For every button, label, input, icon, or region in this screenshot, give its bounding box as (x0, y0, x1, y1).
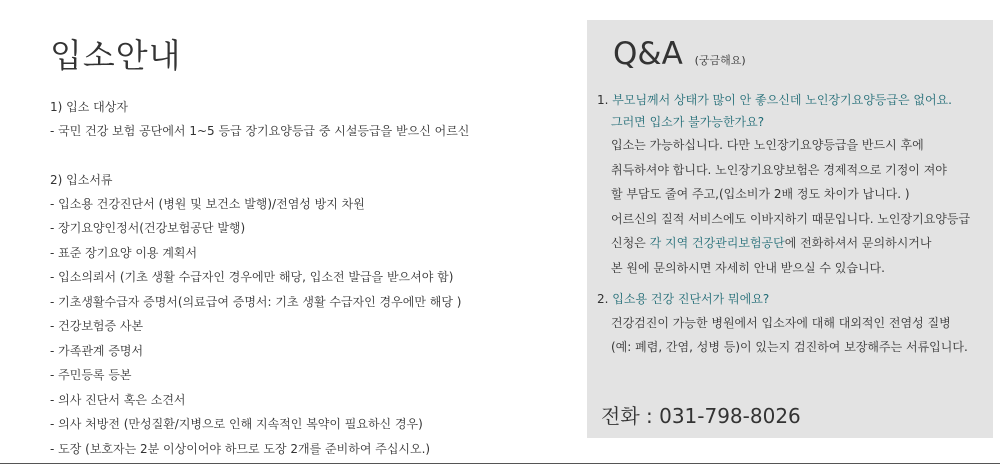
question-1 (597, 90, 992, 112)
answer-line: 할 부담도 줄여 주고,(입소비가 2배 정도 차이가 납니다. ) (611, 187, 910, 201)
answer-line: 취득하셔야 합니다. 노인장기요양보험은 경제적으로 기정이 져야 (611, 162, 947, 177)
question-2 (597, 289, 992, 311)
question-text: 부모님께서 상태가 많이 안 좋으신데 노인장기요양등급은 없어요. (612, 93, 952, 107)
answer-line: 입소는 가능하십니다. 다만 노인장기요양등급을 반드시 후에 (611, 138, 924, 152)
answer-line: (예: 폐렴, 간염, 성병 등)이 있는지 검진하여 보장해주는 서류입니다. (611, 340, 968, 354)
qa-title-text: Q&A (613, 36, 683, 72)
bottom-divider (0, 463, 1000, 464)
list-item: - 건강보험증 사본 (50, 319, 144, 333)
list-item: - 장기요양인정서(건강보험공단 발행) (50, 221, 246, 235)
list-item: - 국민 건강 보험 공단에서 1~5 등급 장기요양등급 중 시설등급을 받으신 어르신 (50, 124, 470, 138)
answer-line: 건강검진이 가능한 병원에서 입소자에 대해 대외적인 전염성 질병 (611, 315, 951, 330)
admission-info-column (50, 30, 570, 461)
question-number: 2. (597, 292, 609, 306)
question-number: 1. (597, 93, 609, 107)
spacer (597, 280, 992, 289)
qa-subtitle: (궁금해요) (694, 54, 746, 67)
highlight-text: 각 지역 건강관리보험공단 (649, 236, 785, 250)
qa-title (613, 36, 746, 72)
answer-line: 본 원에 문의하시면 자세히 안내 받으실 수 있습니다. (611, 260, 885, 275)
list-item: - 도장 (보호자는 2분 이상이어야 하므로 도장 2개를 준비하여 주십시오.) (50, 441, 431, 456)
answer-line: 어르신의 질적 서비스에도 이바지하기 때문입니다. 노인장기요양등급 (611, 211, 971, 226)
list-item: - 표준 장기요양 이용 계획서 (50, 245, 198, 260)
list-item: - 기초생활수급자 증명서(의료급여 증명서: 기초 생활 수급자인 경우에만 해당 ) (50, 294, 462, 309)
list-item: - 의사 진단서 혹은 소견서 (50, 392, 186, 407)
list-item: - 입소의뢰서 (기초 생활 수급자인 경우에만 해당, 입소전 발급을 받으셔야 함) (50, 270, 454, 284)
qa-list (597, 90, 992, 360)
spacer (50, 144, 570, 168)
section-heading-eligibility: 1) 입소 대상자 (50, 100, 128, 114)
list-item: - 가족관계 증명서 (50, 343, 144, 358)
phone-number: 전화 : 031-798-8026 (601, 404, 801, 428)
list-item: - 주민등록 등본 (50, 368, 132, 382)
list-item: - 입소용 건강진단서 (병원 및 보건소 발행)/전염성 방지 차원 (50, 196, 365, 211)
answer-text: 신청은 (611, 236, 650, 250)
answer-line-with-highlight (597, 231, 992, 256)
qa-panel (587, 20, 993, 438)
list-item: - 의사 처방전 (만성질환/지병으로 인해 지속적인 복약이 필요하신 경우) (50, 417, 423, 431)
section-heading-documents: 2) 입소서류 (50, 172, 113, 187)
question-1-continued: 그러면 입소가 불가능한가요? (611, 114, 765, 129)
page-title: 입소안내 (50, 36, 182, 75)
question-text: 입소용 건강 진단서가 뭐에요? (612, 292, 770, 306)
answer-text: 에 전화하셔서 문의하시거나 (784, 236, 932, 250)
